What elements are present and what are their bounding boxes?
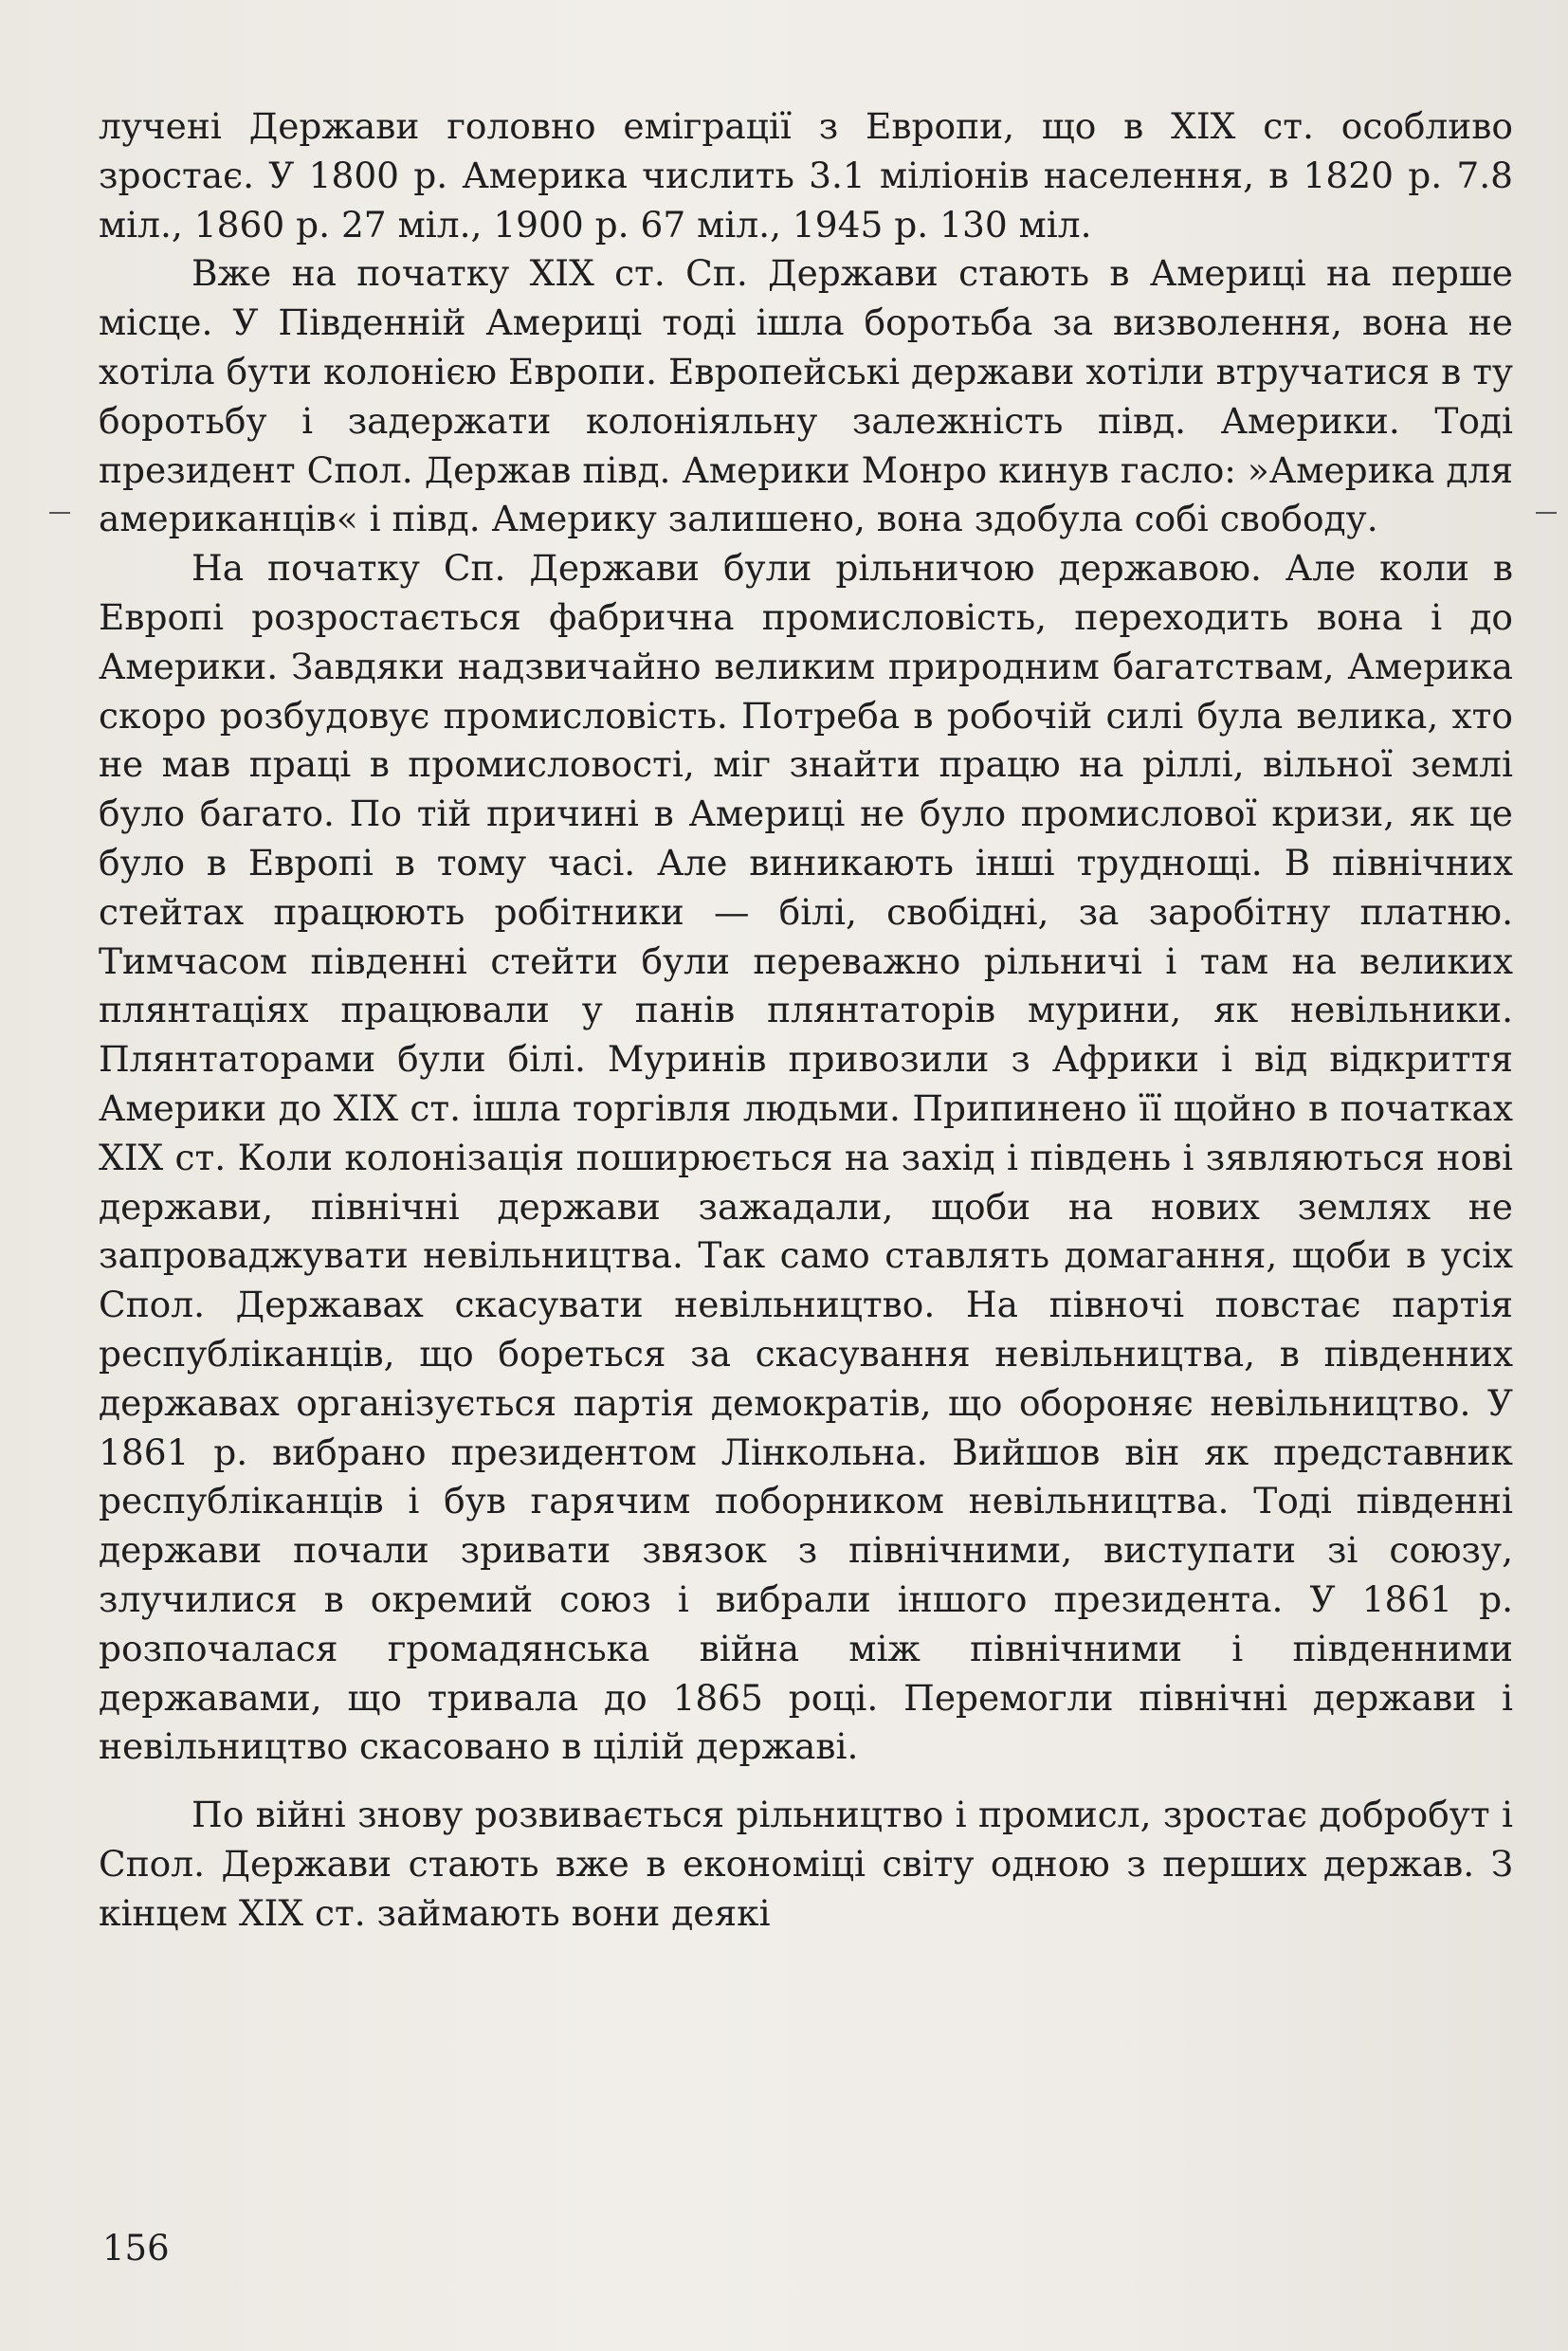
- paragraph-industry-slavery: На початку Сп. Держави були рільничою державою. Але коли в Европі розростається фабрична промисловість, переходить вона і до Америки. Завдяки надзвичайно великим природним багатствам, Америка скоро розбудовує промисловість. Потреба в робочій силі була велика, хто не мав праці в промисловості, міг знайти працю на ріллі, вільної землі було багато. По тій причині в Америці не було промислової кризи, як це було в Европі в тому часі. Але виникають інші труднощі. В північних стейтах працюють робітники — білі, свобідні, за заробітну платню. Тимчасом південні стейти були переважно рільничі і там на великих плянтаціях працювали у панів плянтаторів мурини, як невільники. Плянтаторами були білі. Муринів привозили з Африки і від відкриття Америки до XIX ст. ішла торгівля людьми. Припинено її щойно в початках XIX ст. Коли колонізація поширюється на захід і південь і зявляються нові держави, північні держави зажадали, щоби на нових землях не запроваджувати невільництва. Так само ставлять домагання, щоби в усіх Спол. Державах скасувати невільництво. На півночі повстає партія республіканців, що бореться за скасування невільництва, в південних державах організується партія демократів, що обороняє невільництво. У 1861 р. вибрано президентом Лінкольна. Вийшов він як представник республіканців і був гарячим поборником невільництва. Тоді південні держави почали зривати звязок з північними, виступати зі союзу, злучилися в окремий союз і вибрали іншого президента. У 1861 р. розпочалася громадянська війна між північними і південними державами, що тривала до 1865 році. Перемогли північні держави і невільництво скасовано в цілій державі.: [99, 547, 1513, 1768]
- paragraph-monroe-doctrine: Вже на початку XIX ст. Сп. Держави стають в Америці на перше місце. У Південній Америці тоді ішла боротьба за визволення, вона не хотіла бути колонією Европи. Европейські держави хотіли втручатися в ту боротьбу і задержати колоніяльну залежність півд. Америки. Тоді президент Спол. Держав півд. Америки Монро кинув гасло: »Америка для американців« і півд. Америку залишено, вона здобула собі свободу.: [99, 252, 1513, 540]
- body-text: [99, 102, 1513, 1938]
- page-number: 156: [102, 2228, 170, 2269]
- paragraph-emigration: лучені Держави головно еміграції з Европи, що в XIX ст. особливо зростає. У 1800 р. Америка числить 3.1 міліонів населення, в 1820 р. 7.8 міл., 1860 р. 27 міл., 1900 р. 67 міл., 1945 р. 130 міл.: [99, 105, 1513, 246]
- paragraph-after-war: По війні знову розвивається рільництво і промисл, зростає добробут і Спол. Держави стають вже в економіці світу одною з перших держав. З кінцем XIX ст. займають вони деякі: [99, 1794, 1513, 1934]
- margin-mark-right: [1536, 512, 1557, 514]
- margin-mark-left: [49, 512, 70, 514]
